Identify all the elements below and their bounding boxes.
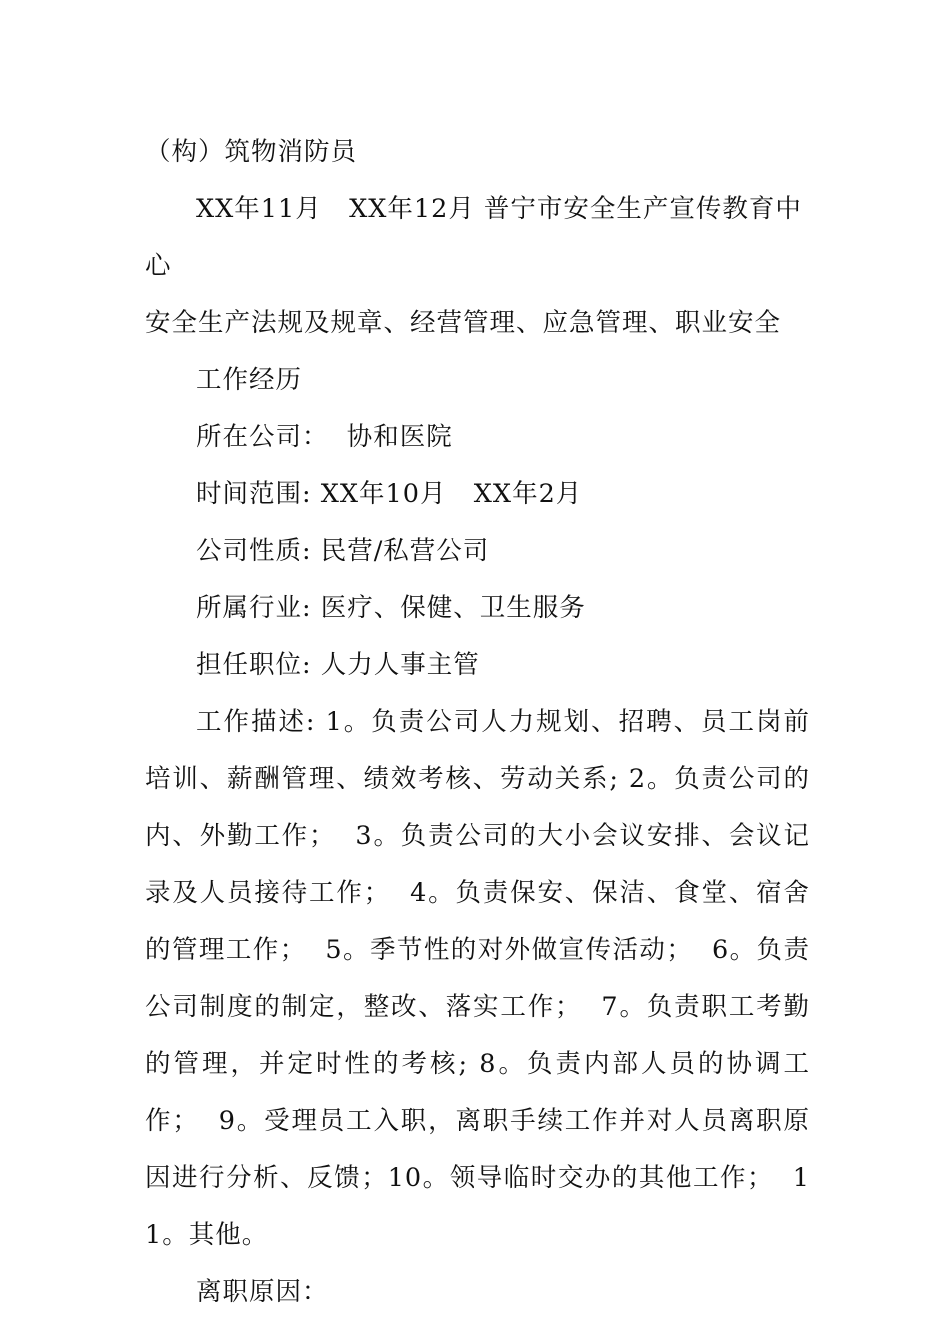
industry-line: 所属行业: 医疗、保健、卫生服务 <box>196 593 586 623</box>
building-firefighter-line: （构）筑物消防员 <box>145 137 358 167</box>
company-type-line: 公司性质: 民营/私营公司 <box>196 536 490 566</box>
company-line: 所在公司： 协和医院 <box>196 422 453 452</box>
job-description-paragraph: 工作描述: 1。负责公司人力规划、招聘、员工岗前培训、薪酬管理、绩效考核、劳动关系; 2。负责公司的内、外勤工作； 3。负责公司的大小会议安排、会议记录及人员接待工作； 4。负责保安、保洁、食堂、宿舍的管理工作； 5。季节性的对外做宣传活动； 6。负责公司制度的制定，整改、落实工作； 7。负责职工考勤的管理，并定时性的考核; 8。负责内部人员的协调工作； 9。受理员工入职，离职手续工作并对人员离职原因进行分析、反馈；10。领导临时交办的其他工作； 11。其他。 <box>145 707 810 1250</box>
work-experience-heading: 工作经历 <box>196 365 303 395</box>
time-range-line: 时间范围: XX年10月 XX年2月 <box>196 479 583 509</box>
training-topics-line: 安全生产法规及规章、经营管理、应急管理、职业安全 <box>145 308 782 338</box>
leaving-reason-line: 离职原因： <box>196 1277 329 1307</box>
training-period-line: XX年11月 XX年12月 普宁市安全生产宣传教育中心 <box>145 194 802 281</box>
position-line: 担任职位: 人力人事主管 <box>196 650 480 680</box>
document-body <box>145 124 810 1321</box>
